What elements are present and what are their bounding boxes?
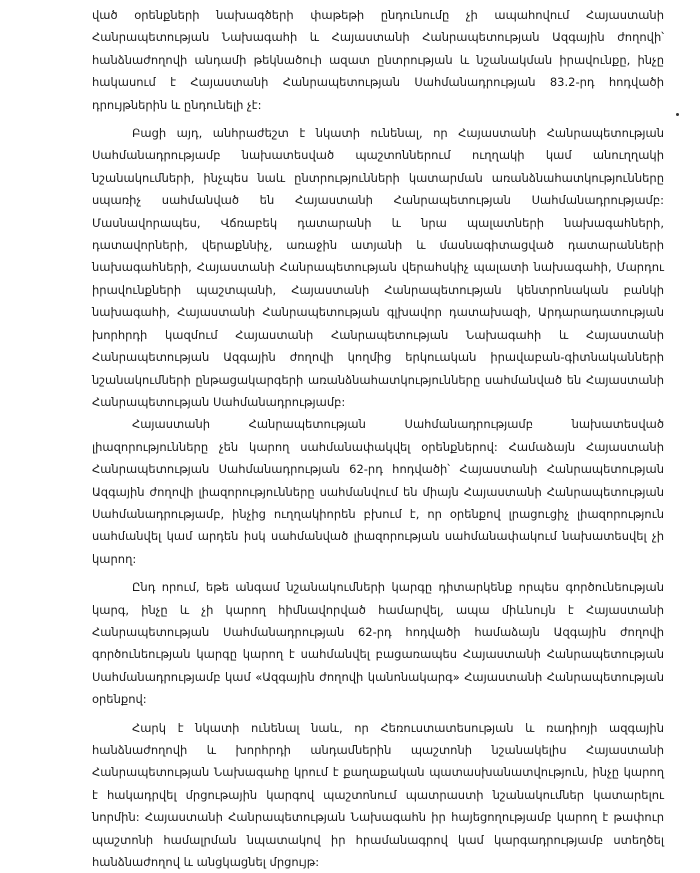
scan-speck [676,113,679,116]
document-body [92,4,664,873]
paragraph-2: Բացի այդ, անհրաժեշտ է նկատի ունենալ, որ Հայաստանի Հանրապետության Սահմանադրությամբ նախատեսված պաշտոններում ուղղակի կամ անուղղակի նշանակումների, ինչպես նաև ընտրությունների կատարման առանձնահատկությունները սպառիչ սահմանված են Հայաստանի Հանրապետության Սահմանադրությամբ: Մասնավորապես, Վճռաբեկ դատարանի և նրա պալատների նախագահների, դատավորների, վերաքննիչ, առաջին ատյանի և մասնագիտացված դատարանների նախագահների, Հայաստանի Հանրապետության վերահսկիչ պալատի նախագահի, Մարդու իրավունքների պաշտպանի, Հայաստանի Հանրապետության կենտրոնական բանկի նախագահի, Հայաստանի Հանրապետության գլխավոր դատախազի, Արդարադատության խորհրդի կազմում Հայաստանի Հանրապետության Նախագահի և Հայաստանի Հանրապետության Ազգային ժողովի կողմից երկուական իրավաբան-գիտնականների նշանակումների ընթացակարգերի առանձնահատկությունները սահմանված են Հայաստանի Հանրապետության Սահմանադրությամբ: [92,126,664,409]
paragraph-4: Ընդ որում, եթե անգամ նշանակումների կարգը դիտարկենք որպես գործունեության կարգ, ինչը և չի կարող հիմնավորված համարվել, ապա միևնույն է Հայաստանի Հանրապետության Սահմանադրության 62-րդ հոդվածի համաձայն Ազգային ժողովի գործունեության կարգը կարող է սահմանվել բացառապես Հայաստանի Հանրապետության Սահմանադրությամբ կամ «Ազգային ժողովի կանոնակարգ» Հայաստանի Հանրապետության օրենքով: [92,580,664,707]
paragraph-3: Հայաստանի Հանրապետության Սահմանադրությամբ նախատեսված լիազորությունները չեն կարող սահմանափակվել օրենքներով: Համաձայն Հայաստանի Հանրապետության Սահմանադրության 62-րդ հոդվածի՝ Հայաստանի Հանրապետության Ազգային ժողովի լիազորությունները սահմանվում են միայն Հայաստանի Հանրապետության Սահմանադրությամբ, ինչից ուղղակիորեն բխում է, որ օրենքով լրացուցիչ լիազորություն սահմանվել կամ արդեն իսկ սահմանված լիազորության սահմանափակում նախատեսվել չի կարող: [92,417,664,566]
paragraph-5: Հարկ է նկատի ունենալ նաև, որ Հեռուստատեսության և ռադիոյի ազգային հանձնաժողովի և խորհրդի անդամներին պաշտոնի նշանակելիս Հայաստանի Հանրապետության Նախագահը կրում է քաղաքական պատասխանատվություն, ինչը կարող է հակադրվել մրցութային կարգով պաշտոնում պատրաստի նշանակումներ կատարելու նորմին: Հայաստանի Հանրապետության Նախագահն իր հայեցողությամբ կարող է թափուր պաշտոնի համալրման նպատակով իր հրամանագրով կամ կարգադրությամբ ստեղծել հանձնաժողով և անցկացնել մրցույթ: [92,720,664,870]
paragraph-1: ված օրենքների նախագծերի փաթեթի ընդունումը չի ապահովում Հայաստանի Հանրապետության Նախագահի և Հայաստանի Հանրապետության Ազգային ժողովի՝ հանձնաժողովի անդամի թեկնածուի ազատ ընտրության և նշանակման իրավունքը, ինչը հակասում է Հայաստանի Հանրապետության Սահմանադրության 83.2-րդ հոդվածի դրույթներին և ընդունելի չէ: [92,8,664,112]
